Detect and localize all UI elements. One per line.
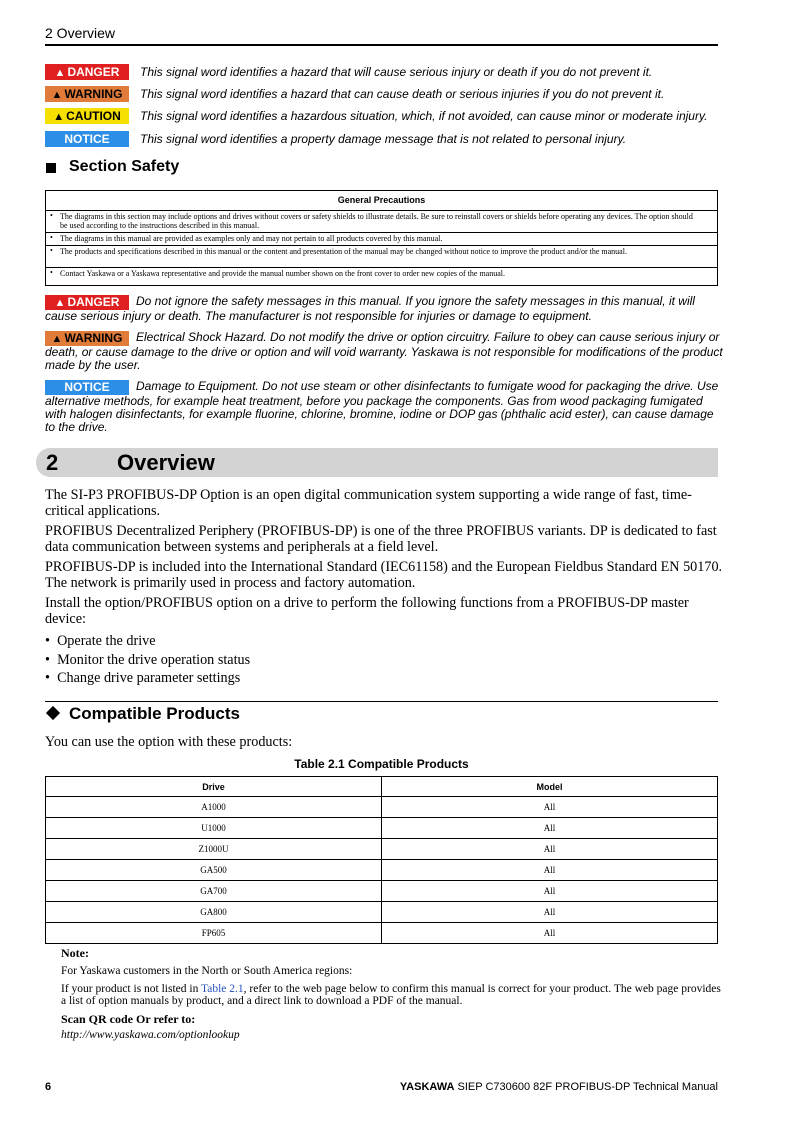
model-cell: All: [382, 902, 718, 923]
signal-word-caution: [45, 108, 725, 124]
notice-definition: This signal word identifies a property damage message that is not related to personal injury.: [140, 132, 627, 146]
notice-badge: NOTICE: [45, 380, 129, 395]
function-bullet: • Change drive parameter settings: [45, 670, 241, 686]
column-header-model: Model: [382, 777, 718, 797]
function-bullet: • Operate the drive: [45, 633, 156, 649]
table-row: [46, 860, 718, 881]
subsection-rule: [45, 701, 718, 702]
model-cell: All: [382, 839, 718, 860]
compatible-products-table: [45, 776, 718, 944]
table-header-row: [46, 777, 718, 797]
compatible-intro: You can use the option with these products:: [45, 734, 293, 750]
section-safety-title: Section Safety: [69, 158, 180, 175]
drive-cell: Z1000U: [46, 839, 382, 860]
compatible-products-title: Compatible Products: [69, 704, 240, 723]
table-row: [46, 923, 718, 944]
footer-document-title: YASKAWA SIEP C730600 82F PROFIBUS-DP Technical Manual: [399, 1081, 718, 1093]
table-row: [46, 902, 718, 923]
table-reference-link[interactable]: Table 2.1: [201, 983, 244, 995]
precaution-item: • Contact Yaskawa or a Yaskawa representative and provide the manual number shown on the front cover to order new copies of the manual.: [50, 268, 505, 278]
caution-badge: ▲ CAUTION: [45, 108, 129, 124]
warning-triangle-icon: ▲: [54, 297, 66, 309]
signal-word-notice: [45, 131, 725, 147]
chapter-title: Overview: [117, 450, 215, 475]
drive-cell: FP605: [46, 923, 382, 944]
notice-badge: NOTICE: [45, 131, 129, 147]
column-header-drive: Drive: [46, 777, 382, 797]
overview-paragraph: The SI-P3 PROFIBUS-DP Option is an open digital communication system supporting a wide range of fast, time-critical applications.: [45, 487, 692, 519]
overview-paragraph: Install the option/PROFIBUS option on a drive to perform the following functions from a PROFIBUS-DP master device:: [45, 595, 689, 627]
note-label: Note:: [61, 946, 89, 960]
section-square-icon: [46, 163, 56, 173]
precaution-item: • The diagrams in this manual are provided as examples only and may not pertain to all products covered by this manual.: [46, 233, 717, 246]
danger-message: ▲ DANGER Do not ignore the safety messages in this manual. If you ignore the safety messages in this manual, it will cause serious injury or death. The manufacturer is not responsible for injuries or damage to equipment.: [45, 294, 695, 323]
drive-cell: A1000: [46, 797, 382, 818]
warning-triangle-icon: ▲: [54, 67, 66, 79]
note-paragraph: If your product is not listed in Table 2.1, refer to the web page below to confirm this manual is correct for your product. The web page provides a list of option manuals by product, and a direct link to download a PDF of the manual.: [61, 983, 721, 1007]
signal-word-danger: [45, 64, 725, 80]
table-row: [46, 797, 718, 818]
running-header: 2 Overview: [45, 25, 116, 41]
danger-badge: ▲ DANGER: [45, 295, 129, 310]
header-rule: [45, 44, 718, 46]
model-cell: All: [382, 818, 718, 839]
note-line: For Yaskawa customers in the North or South America regions:: [61, 965, 353, 977]
chapter-number: 2: [46, 450, 59, 475]
warning-triangle-icon: ▲: [51, 333, 63, 345]
signal-word-warning: [45, 86, 725, 102]
model-cell: All: [382, 881, 718, 902]
caution-definition: This signal word identifies a hazardous situation, which, if not avoided, can cause minor or moderate injury.: [140, 109, 708, 123]
warning-triangle-icon: ▲: [51, 89, 63, 101]
table-row: [46, 881, 718, 902]
general-precautions-title: General Precautions: [46, 191, 717, 211]
precaution-item: • The products and specifications described in this manual or the content and presentation of the manual may be changed without notice to improve the product and/or the manual.: [46, 246, 717, 268]
precaution-item: • The diagrams in this section may include options and drives without covers or safety shields to illustrate details. Be sure to reinstall covers or shields before operating any devices. The option should be used according to the instructions described in this manual.: [46, 211, 717, 233]
drive-cell: GA700: [46, 881, 382, 902]
notice-message: NOTICE Damage to Equipment. Do not use steam or other disinfectants to fumigate wood for packaging the drive. Use alternative methods, for example heat treatment, before you package the components. Gas from wood packaging fumigated with halogen disinfectants, for example fluorine, chlorine, bromine, iodine or DOP gas (phthalic acid ester), can cause damage to the drive.: [45, 379, 719, 434]
model-cell: All: [382, 860, 718, 881]
warning-badge: ▲ WARNING: [45, 86, 129, 102]
function-bullet: • Monitor the drive operation status: [45, 652, 251, 668]
table-row: [46, 839, 718, 860]
warning-message: ▲ WARNING Electrical Shock Hazard. Do not modify the drive or option circuitry. Failure to obey can cause serious injury or death, or cause damage to the drive or option and will void warranty. Yaskawa is not responsible for modifications of the product made by the user.: [45, 330, 723, 372]
drive-cell: GA500: [46, 860, 382, 881]
danger-badge: ▲ DANGER: [45, 64, 129, 80]
model-cell: All: [382, 923, 718, 944]
scan-qr-label: Scan QR code Or refer to:: [61, 1012, 196, 1026]
table-caption: Table 2.1 Compatible Products: [294, 757, 469, 771]
option-lookup-url[interactable]: http://www.yaskawa.com/optionlookup: [61, 1029, 240, 1041]
general-precautions-table: [45, 190, 718, 286]
overview-paragraph: PROFIBUS-DP is included into the International Standard (IEC61158) and the European Fieldbus Standard EN 50170. The network is primarily used in process and factory automation.: [45, 559, 723, 591]
brand-name: YASKAWA: [399, 1081, 455, 1093]
overview-paragraph: PROFIBUS Decentralized Periphery (PROFIBUS-DP) is one of the three PROFIBUS variants. DP is dedicated to fast data communication between systems and peripherals at a field level.: [45, 523, 717, 555]
diamond-icon: [46, 706, 60, 720]
page-number: 6: [45, 1081, 52, 1093]
table-row: [46, 818, 718, 839]
danger-definition: This signal word identifies a hazard that will cause serious injury or death if you do not prevent it.: [140, 65, 653, 79]
drive-cell: U1000: [46, 818, 382, 839]
warning-triangle-icon: ▲: [53, 111, 65, 123]
model-cell: All: [382, 797, 718, 818]
drive-cell: GA800: [46, 902, 382, 923]
warning-definition: This signal word identifies a hazard that can cause death or serious injuries if you do not prevent it.: [140, 87, 665, 101]
warning-badge: ▲ WARNING: [45, 331, 129, 346]
